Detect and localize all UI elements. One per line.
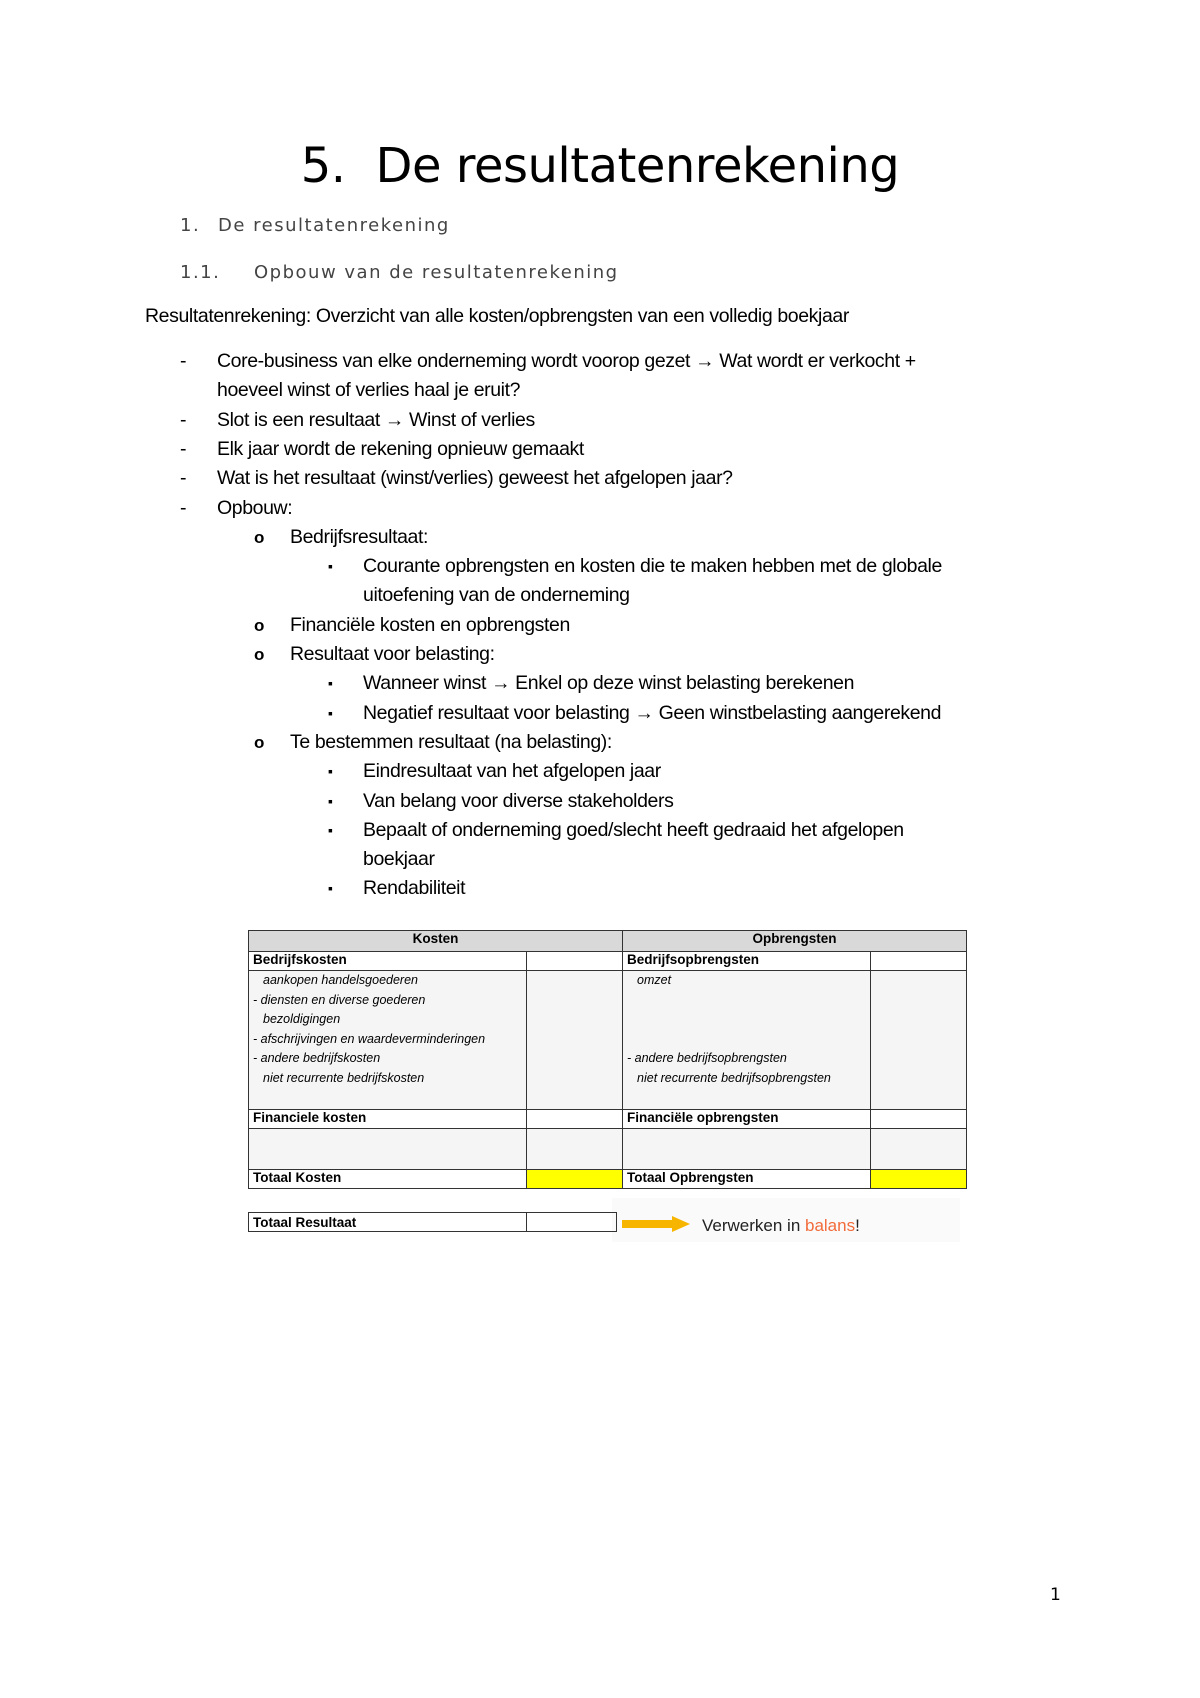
bullet-marker: - [180,350,187,372]
bullet-marker: ▪ [328,763,333,780]
bullet-marker: o [254,645,264,664]
list-item-text: Courante opbrengsten en kosten die te maken hebben met de globale [363,555,942,578]
list-item-text: Resultaat voor belasting: [290,643,495,665]
section-heading-1 [180,215,450,236]
heading-2-text: Opbouw van de resultatenrekening [254,262,619,283]
kosten-items-values [527,971,623,1110]
list-item-text: Bepaalt of onderneming goed/slecht heeft gedraaid het afgelopen [363,818,904,841]
list-item-text: Negatief resultaat voor belasting → Geen winstbelasting aangerekend [363,701,942,724]
heading-1-text: De resultatenrekening [218,215,450,236]
page-title [0,138,1200,194]
opbrengsten-items-values [871,971,967,1110]
opbrengsten-items [623,971,871,1110]
blank-cell [623,1129,871,1170]
list-item-text: Slot is een resultaat → Winst of verlies [217,408,535,431]
value-financiele-opbrengsten [871,1110,967,1129]
heading-2-number: 1.1. [180,262,221,283]
table-item: - afschrijvingen en waardeverminderingen [253,1031,486,1046]
bullet-marker: - [180,467,187,490]
bullet-marker: - [180,437,187,460]
table-item: niet recurrente bedrijfsopbrengsten [637,1070,831,1085]
label-financiele-opbrengsten: Financiële opbrengsten [623,1110,871,1129]
heading-1-number: 1. [180,215,201,236]
list-item-text: Opbouw: [217,496,293,519]
blank-cell [249,1129,527,1170]
verwerken-pre: Verwerken in [702,1216,805,1235]
list-item-text: Bedrijfsresultaat: [290,525,429,548]
label-financiele-kosten: Financiele kosten [249,1110,527,1129]
verwerken-post: ! [855,1216,860,1235]
list-item-text: Eindresultaat van het afgelopen jaar [363,760,661,783]
table-item: niet recurrente bedrijfskosten [263,1070,425,1085]
blank-cell [527,1129,623,1170]
value-totaal-resultaat [527,1213,617,1232]
title-number: 5. [300,138,346,194]
label-totaal-resultaat: Totaal Resultaat [249,1213,527,1232]
list-item-text: Wat is het resultaat (winst/verlies) geweest het afgelopen jaar? [217,467,733,490]
label-bedrijfsopbrengsten: Bedrijfsopbrengsten [623,952,871,971]
list-item-text: Elk jaar wordt de rekening opnieuw gemaakt [217,437,584,460]
bullet-marker: ▪ [328,880,333,897]
list-item-text: Core-business van elke onderneming wordt voorop gezet → Wat wordt er verkocht + [217,350,916,372]
header-opbrengsten: Opbrengsten [623,931,967,952]
blank-cell [871,1129,967,1170]
kosten-items [249,971,527,1110]
bullet-marker: - [180,496,187,519]
table-item: - andere bedrijfskosten [253,1051,381,1065]
list-item-text: Te bestemmen resultaat (na belasting): [290,730,612,753]
table-item: bezoldigingen [263,1012,341,1026]
table-item [627,1010,866,1030]
list-item-text: Rendabiliteit [363,877,466,900]
list-item-text: uitoefening van de onderneming [363,584,630,607]
table-item: - andere bedrijfsopbrengsten [627,1051,787,1065]
title-text: De resultatenrekening [375,138,900,194]
bullet-marker: ▪ [328,558,333,575]
section-heading-1-1 [180,262,619,283]
list-item-text: boekjaar [363,848,435,871]
resultatenrekening-table [248,930,956,1189]
value-totaal-opbrengsten [871,1170,967,1189]
arrow-right-icon [622,1216,690,1232]
verwerken-note [702,1216,860,1236]
table-item: aankopen handelsgoederen [263,973,418,987]
value-totaal-kosten [527,1170,623,1189]
verwerken-accent: balans [805,1216,856,1235]
label-totaal-kosten: Totaal Kosten [249,1170,527,1189]
bullet-marker: o [254,615,264,635]
bullet-marker: ▪ [328,821,333,838]
table-item [627,1030,866,1050]
page-number: 1 [1050,1585,1061,1605]
bullet-marker: ▪ [328,792,333,809]
list-item-text: Financiële kosten en opbrengsten [290,613,570,636]
value-bedrijfsopbrengsten [871,952,967,971]
table-item: omzet [637,973,672,987]
intro-definition: Resultatenrekening: Overzicht van alle kosten/opbrengsten van een volledig boekjaar [145,305,849,327]
list-item-text: Wanneer winst → Enkel op deze winst belasting berekenen [363,672,855,695]
value-financiele-kosten [527,1110,623,1129]
label-bedrijfskosten: Bedrijfskosten [249,952,527,971]
table-item: - diensten en diverse goederen [253,992,426,1007]
bullet-marker: o [254,732,264,752]
table-item [627,991,866,1011]
header-kosten: Kosten [249,931,623,952]
bullet-marker: - [180,408,187,431]
label-totaal-opbrengsten: Totaal Opbrengsten [623,1170,871,1189]
value-bedrijfskosten [527,952,623,971]
list-item-text: Van belang voor diverse stakeholders [363,789,674,812]
bullet-marker: o [254,527,264,547]
bullet-marker: ▪ [328,675,333,692]
bullet-marker: ▪ [328,704,333,721]
totaal-resultaat-table [248,1212,616,1232]
list-item-text: hoeveel winst of verlies haal je eruit? [217,379,521,402]
